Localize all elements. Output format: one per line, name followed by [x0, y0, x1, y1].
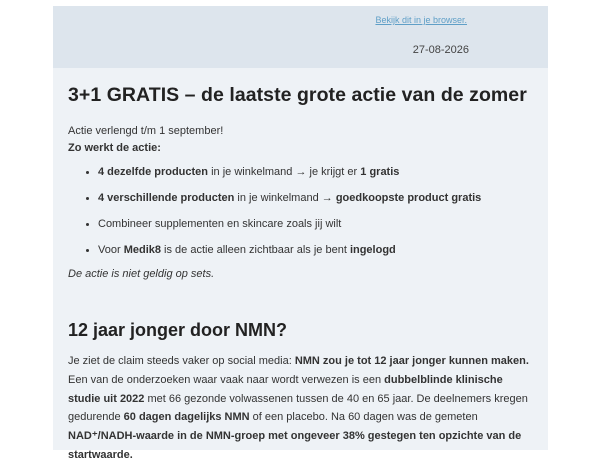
promo-bullet: • Combineer supplementen en skincare zoals jij wilt: [98, 216, 533, 233]
article-title: 12 jaar jonger door NMN?: [68, 320, 288, 340]
view-in-browser-link[interactable]: Bekijk dit in je browser.: [375, 15, 467, 25]
article-paragraph: Je ziet de claim steeds vaker op social media: NMN zou je tot 12 jaar jonger kunnen maken. Een van de onderzoeken waar vaak naar wordt verwezen is een dubbelblinde klinische studie uit 2022 met 66 gezonde volwassenen tussen de 40 en 65 jaar. De deelnemers kregen gedurende 60 dagen dagelijks NMN of een placebo. Na 60 dagen was de gemeten NAD⁺/NADH-waarde in de NMN-groep met ongeveer 38% gestegen ten opzichte van de startwaarde.: [68, 355, 529, 461]
promo-title: 3+1 GRATIS – de laatste grote actie van de zomer: [68, 84, 527, 106]
promo-bullet: • 4 dezelfde producten in je winkelmand → je krijgt er 1 gratis: [98, 164, 533, 181]
email-header: [53, 6, 548, 68]
email-body: [53, 6, 548, 461]
promo-bullet-list: [68, 164, 533, 259]
promo-bullet: • 4 verschillende producten in je winkelmand → goedkoopste product gratis: [98, 190, 533, 207]
email-date: 27-08-2026: [412, 44, 469, 56]
promo-bullet: • Voor Medik8 is de actie alleen zichtbaar als je bent ingelogd: [98, 242, 533, 259]
article-section: [68, 320, 533, 465]
promo-note: De actie is niet geldig op sets.: [68, 268, 215, 280]
promo-how-it-works: Zo werkt de actie:: [68, 142, 161, 154]
email-content: [53, 68, 548, 465]
promo-extended: Actie verlengd t/m 1 september!: [68, 125, 224, 137]
